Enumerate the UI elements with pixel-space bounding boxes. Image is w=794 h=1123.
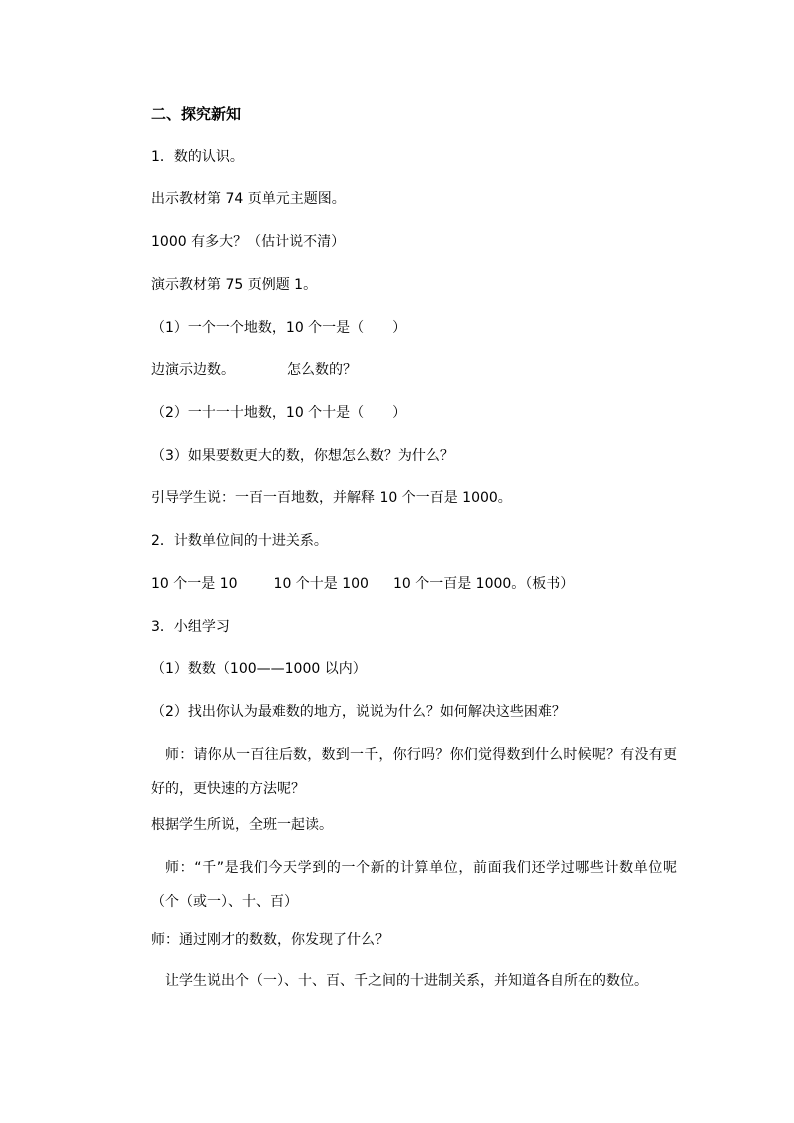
text-line: 引导学生说：一百一百地数，并解释 10 个一百是 1000。 — [151, 490, 512, 506]
text-segment: 边演示边数。 — [151, 362, 235, 378]
text-line: 1000 有多大？（估计说不清） — [151, 234, 346, 250]
text-line: （1）数数（100——1000 以内） — [151, 661, 367, 677]
paragraph: 师：“千”是我们今天学到的一个新的计算单位，前面我们还学过哪些计数单位呢（个（或一）、十、百） — [151, 860, 677, 910]
section-heading: 二、探究新知 — [151, 105, 242, 123]
text-segment: 怎么数的？ — [287, 362, 357, 378]
text-line: 演示教材第 75 页例题 1。 — [151, 277, 318, 293]
paragraph: 让学生说出个（一）、十、百、千之间的十进制关系，并知道各自所在的数位。 — [165, 973, 648, 989]
text-segment: 10 个一是 10 — [151, 576, 238, 592]
item-group-study: 3．小组学习 — [151, 619, 230, 635]
text-line: 出示教材第 74 页单元主题图。 — [151, 191, 346, 207]
text-line: 师：通过刚才的数数，你发现了什么？ — [151, 932, 389, 948]
text-line: （3）如果要数更大的数，你想怎么数？为什么？ — [151, 448, 454, 464]
text-line: （2）一十一十地数，10 个十是（ ） — [151, 405, 407, 421]
item-number-recognition: 1．数的认识。 — [151, 149, 244, 165]
text-line: （2）找出你认为最难数的地方，说说为什么？如何解决这些困难？ — [151, 704, 566, 720]
paragraph: 师：请你从一百往后数，数到一千，你行吗？你们觉得数到什么时候呢？有没有更好的，更快速的方法呢？ — [151, 747, 677, 797]
text-segment: 10 个一百是 1000。（板书） — [392, 576, 575, 592]
item-decimal-relation: 2．计数单位间的十进关系。 — [151, 533, 328, 549]
text-segment: 10 个十是 100 — [273, 576, 369, 592]
text-line-split — [151, 360, 357, 380]
text-line: （1）一个一个地数，10 个一是（ ） — [151, 320, 407, 336]
text-line: 根据学生所说，全班一起读。 — [151, 817, 333, 833]
text-line-split — [151, 574, 574, 594]
